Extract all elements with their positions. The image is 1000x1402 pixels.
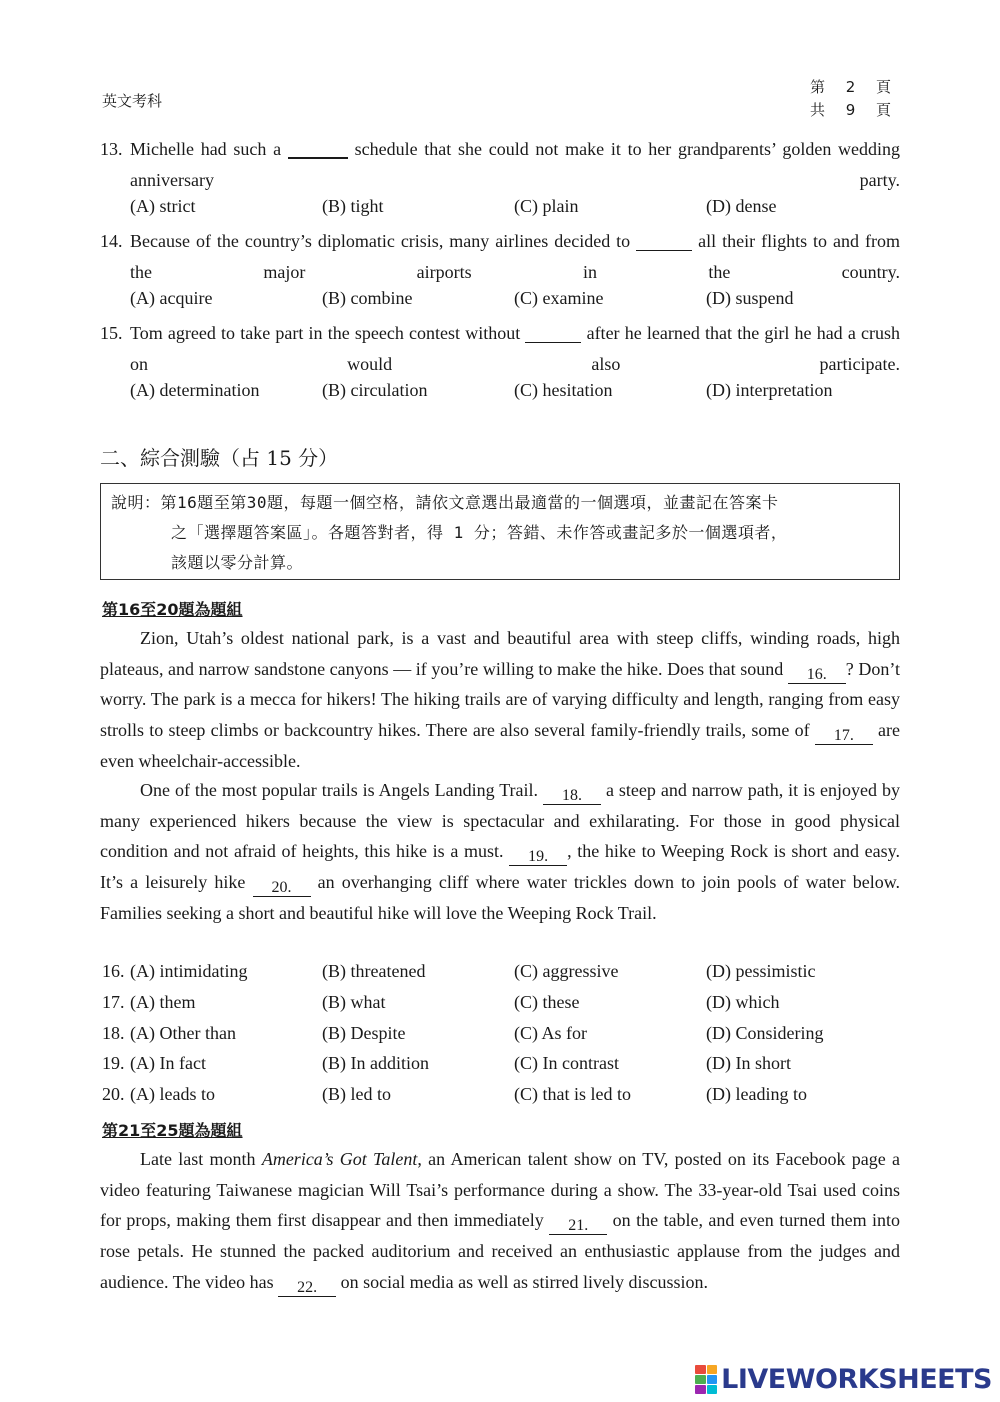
option-20-d[interactable]: (D) leading to xyxy=(706,1084,807,1104)
option-14-a[interactable]: (A) acquire xyxy=(130,288,213,308)
option-19-c[interactable]: (C) In contrast xyxy=(514,1053,619,1073)
liveworksheets-logo xyxy=(695,1364,992,1395)
option-16-b[interactable]: (B) threatened xyxy=(322,961,426,981)
option-15-b[interactable]: (B) circulation xyxy=(322,380,428,400)
options-13 xyxy=(130,196,900,226)
page-indicator: 第 2 頁 共 9 頁 xyxy=(809,78,891,119)
question-13: 13. Michelle had such a schedule that she could not make it to her grandparents’ golden wedding anniversary party. xyxy=(100,139,901,190)
option-14-b[interactable]: (B) combine xyxy=(322,288,413,308)
option-17-a[interactable]: (A) them xyxy=(130,992,196,1012)
answer-blank-16[interactable]: 16. xyxy=(788,664,846,684)
option-17-b[interactable]: (B) what xyxy=(322,992,386,1012)
answer-blank-19[interactable]: 19. xyxy=(509,846,567,866)
option-17-d[interactable]: (D) which xyxy=(706,992,780,1012)
options-16: 16. (A) intimidating (B) threatened (C) aggressive (D) pessimistic xyxy=(102,961,816,981)
answer-blank-20[interactable]: 20. xyxy=(253,877,311,897)
passage-paragraph-3: Late last month America’s Got Talent, an American talent show on TV, posted on its Facebook page a video featuring Taiwanese magician Will Tsai’s performance during a show. The 33-year-old Tsai used coins for props, making them first disappear and then immediately 21. on the table, and even turned them into rose petals. He stunned the packed auditorium and received an enthusiastic applause from the judges and audience. The video has 22. on social media as well as stirred lively discussion. xyxy=(100,1149,901,1296)
option-13-c[interactable]: (C) plain xyxy=(514,196,579,216)
option-16-c[interactable]: (C) aggressive xyxy=(514,961,619,981)
option-18-c[interactable]: (C) As for xyxy=(514,1023,587,1043)
answer-blank-17[interactable]: 17. xyxy=(815,725,873,745)
option-18-d[interactable]: (D) Considering xyxy=(706,1023,824,1043)
passage-paragraph-2: One of the most popular trails is Angels Landing Trail. 18. a steep and narrow path, it is enjoyed by many experienced hikers because the view is spectacular and exhilarating. For those in good physical condition and not afraid of heights, this hike is a must. 19. , the hike to Weeping Rock is short and easy. It’s a leisurely hike 20. an overhanging cliff where water trickles down to join pools of water below. Families seeking a short and beautiful hike will love the Weeping Rock Trail. xyxy=(100,780,901,923)
options-19: 19. (A) In fact (B) In addition (C) In contrast (D) In short xyxy=(102,1053,791,1073)
option-20-b[interactable]: (B) led to xyxy=(322,1084,391,1104)
option-18-b[interactable]: (B) Despite xyxy=(322,1023,406,1043)
answer-blank-18[interactable]: 18. xyxy=(543,785,601,805)
section-title: 二、綜合測驗（占 15 分） xyxy=(100,446,339,470)
option-19-b[interactable]: (B) In addition xyxy=(322,1053,429,1073)
group-heading-16-20: 第16至20題為題組 xyxy=(102,600,243,619)
option-19-a[interactable]: (A) In fact xyxy=(130,1053,206,1073)
options-15 xyxy=(130,380,900,410)
option-13-d[interactable]: (D) dense xyxy=(706,196,777,216)
option-17-c[interactable]: (C) these xyxy=(514,992,580,1012)
subject-label: 英文考科 xyxy=(102,92,163,110)
group-heading-21-25: 第21至25題為題組 xyxy=(102,1121,243,1140)
option-14-d[interactable]: (D) suspend xyxy=(706,288,794,308)
option-13-b[interactable]: (B) tight xyxy=(322,196,384,216)
answer-blank-14[interactable] xyxy=(636,231,692,251)
option-13-a[interactable]: (A) strict xyxy=(130,196,196,216)
logo-mark-icon xyxy=(695,1365,717,1395)
answer-blank-22[interactable]: 22. xyxy=(278,1277,336,1297)
answer-blank-15[interactable] xyxy=(525,323,581,343)
brand-name: LIVEWORKSHEETS xyxy=(721,1364,992,1395)
option-15-d[interactable]: (D) interpretation xyxy=(706,380,833,400)
option-16-a[interactable]: (A) intimidating xyxy=(130,961,248,981)
option-20-a[interactable]: (A) leads to xyxy=(130,1084,215,1104)
options-18: 18. (A) Other than (B) Despite (C) As for (D) Considering xyxy=(102,1023,824,1043)
option-15-c[interactable]: (C) hesitation xyxy=(514,380,613,400)
option-14-c[interactable]: (C) examine xyxy=(514,288,604,308)
option-15-a[interactable]: (A) determination xyxy=(130,380,260,400)
question-14: 14. Because of the country’s diplomatic crisis, many airlines decided to all their flights to and from the major airports in the country. xyxy=(100,231,900,282)
option-16-d[interactable]: (D) pessimistic xyxy=(706,961,816,981)
instructions-box: 說明：第16題至第30題，每題一個空格，請依文意選出最適當的一個選項，並畫記在答案卡 之「選擇題答案區」。各題答對者，得 1 分；答錯、未作答或畫記多於一個選項者， 該題以零分計算。 xyxy=(100,483,900,580)
passage-paragraph-1: Zion, Utah’s oldest national park, is a vast and beautiful area with steep cliffs, winding roads, high plateaus, and narrow sandstone canyons — if you’re willing to make the hike. Does that sound 16. ? Don’t worry. The park is a mecca for hikers! The hiking trails are of varying difficulty and length, ranging from easy strolls to steep climbs or backcountry hikes. There are also several family-friendly trails, some of 17. are even wheelchair-accessible. xyxy=(100,628,901,771)
option-20-c[interactable]: (C) that is led to xyxy=(514,1084,631,1104)
options-20: 20. (A) leads to (B) led to (C) that is led to (D) leading to xyxy=(102,1084,807,1104)
option-18-a[interactable]: (A) Other than xyxy=(130,1023,236,1043)
options-14 xyxy=(130,288,900,318)
question-15: 15. Tom agreed to take part in the speech contest without after he learned that the girl he had a crush on would also participate. xyxy=(100,323,901,374)
answer-blank-13[interactable] xyxy=(288,139,348,159)
options-17: 17. (A) them (B) what (C) these (D) which xyxy=(102,992,780,1012)
answer-blank-21[interactable]: 21. xyxy=(549,1215,607,1235)
option-19-d[interactable]: (D) In short xyxy=(706,1053,791,1073)
